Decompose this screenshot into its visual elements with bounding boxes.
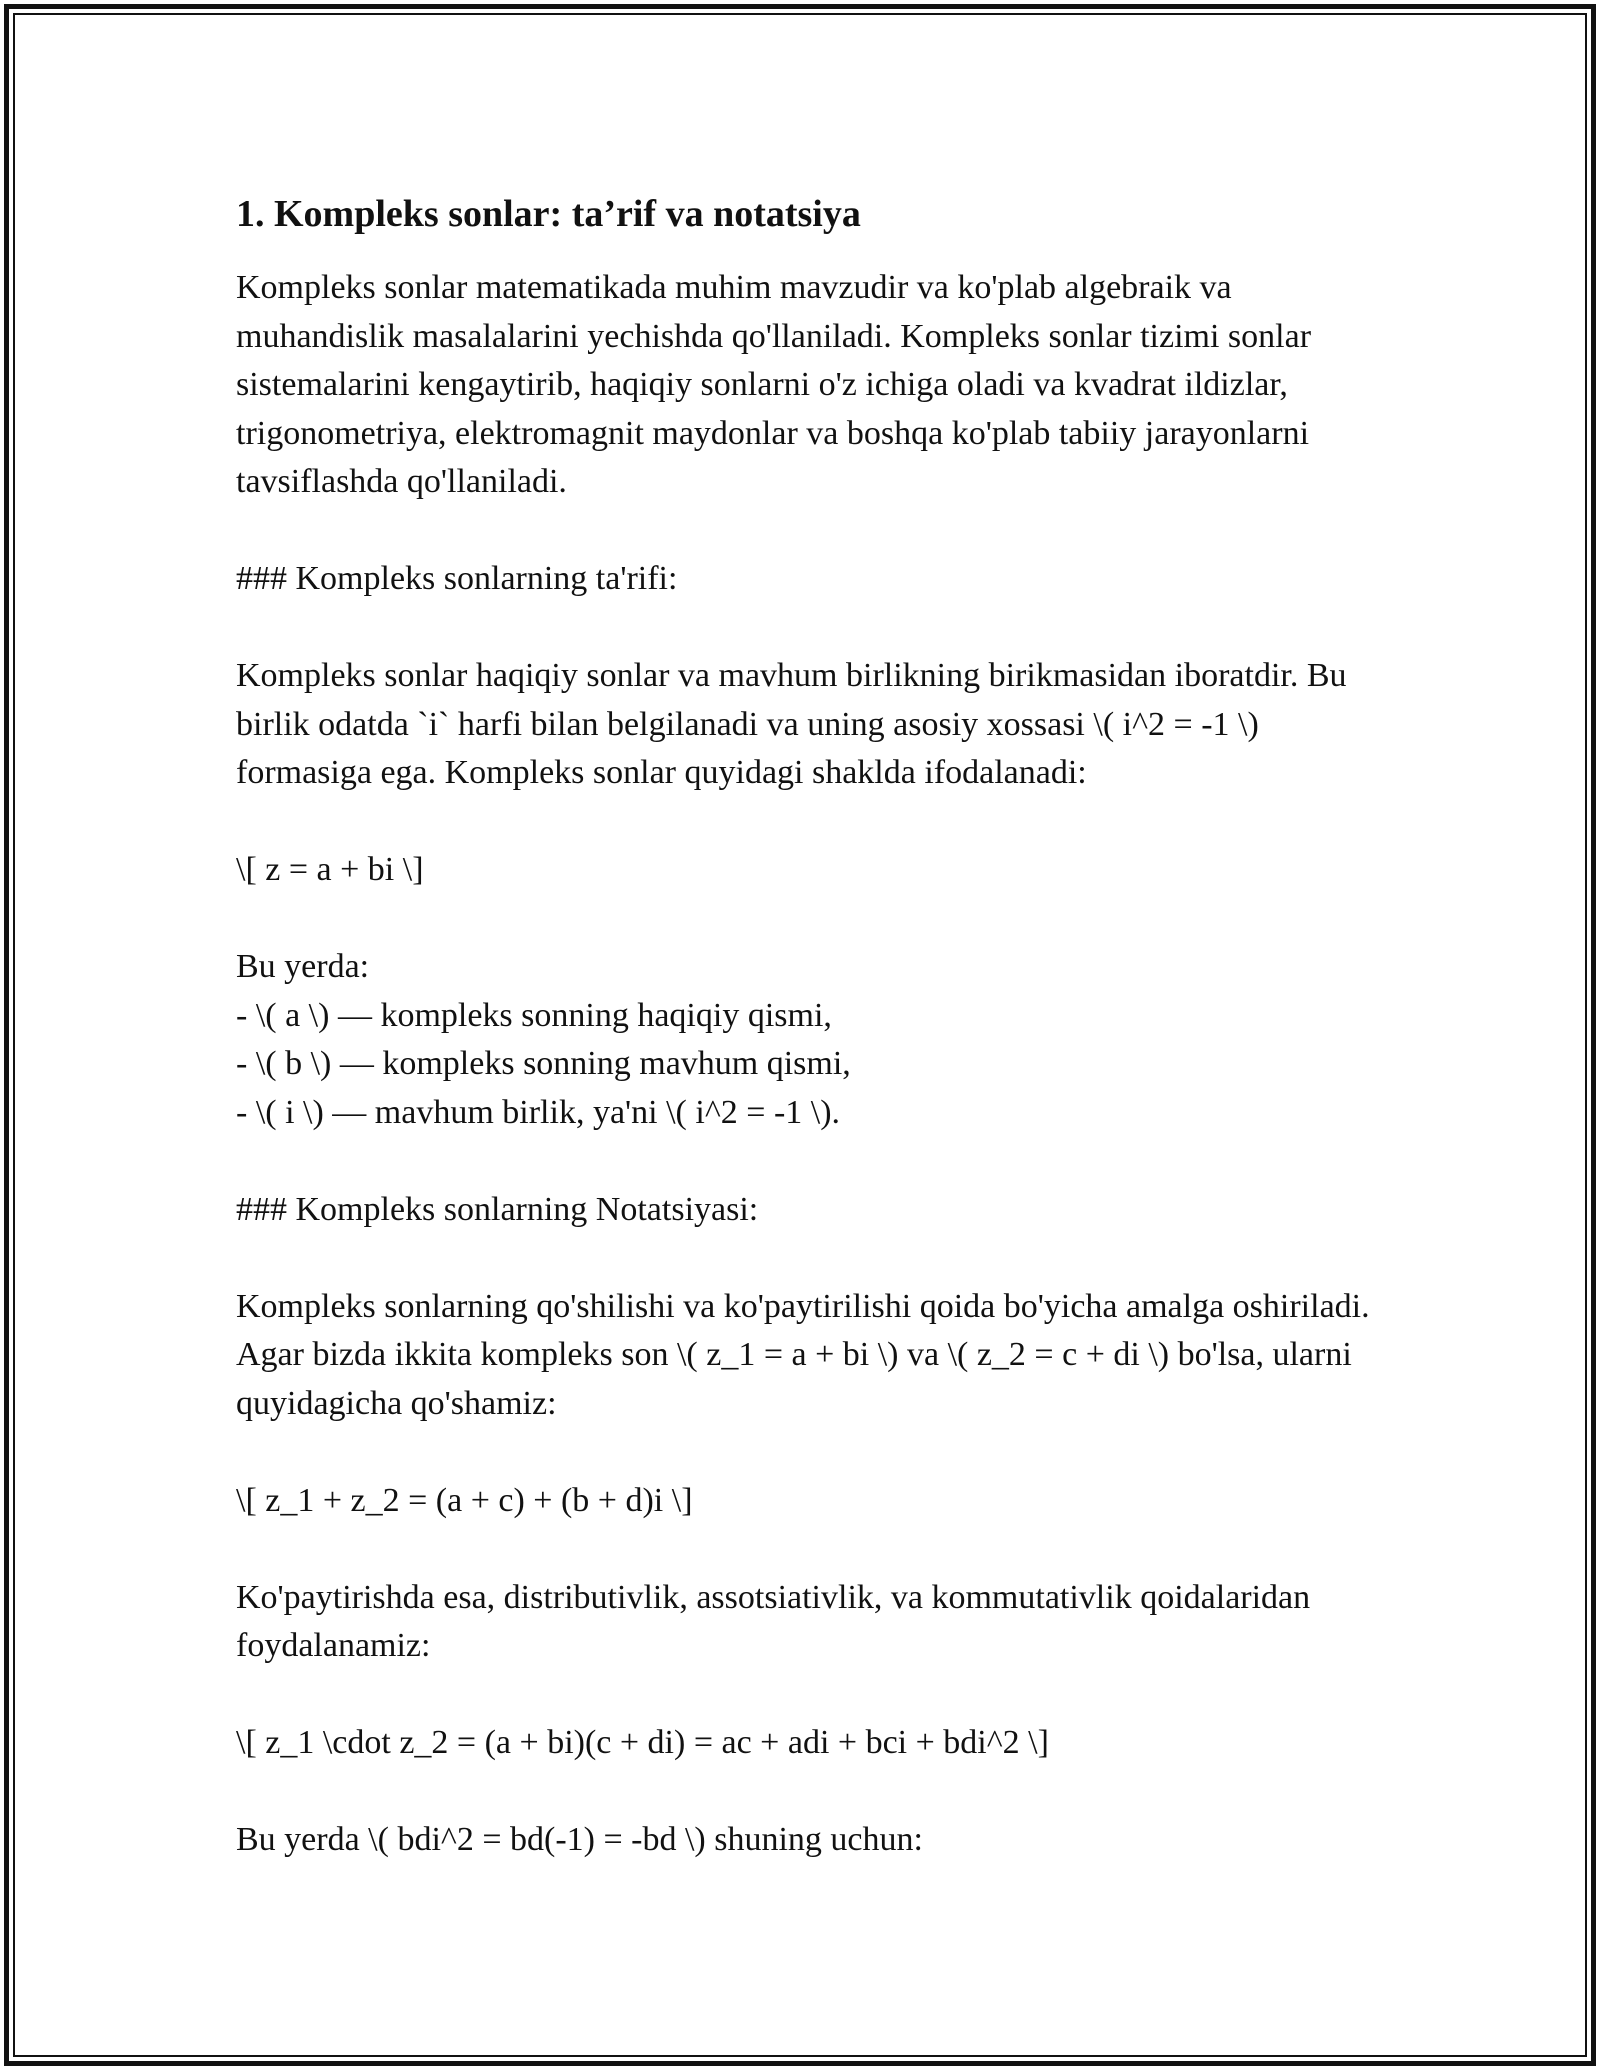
closing-paragraph: Bu yerda \( bdi^2 = bd(-1) = -bd \) shuning uchun: [236,1821,923,1858]
where-label: Bu yerda: [236,948,370,985]
formula-product: \[ z_1 \cdot z_2 = (a + bi)(c + di) = ac + adi + bci + bdi^2 \] [236,1724,1049,1761]
formula-z-equals-a-plus-bi: \[ z = a + bi \] [236,851,424,888]
list-item: - \( i \) — mavhum birlik, ya'ni \( i^2 = -1 \). [236,1093,841,1131]
where-list [236,992,1386,1138]
section-heading-notation: ### Kompleks sonlarning Notatsiyasi: [236,1190,759,1228]
document-body [236,186,1386,1913]
multiplication-paragraph: Ko'paytirishda esa, distributivlik, assotsiativlik, va kommutativlik qoidalaridan foydalanamiz: [236,1578,1311,1664]
definition-paragraph: Kompleks sonlar haqiqiy sonlar va mavhum birlikning birikmasidan iboratdir. Bu birlik odatda `i` harfi bilan belgilanadi va uning asosiy xossasi \( i^2 = -1 \) formasiga ega. Kompleks sonlar quyidagi shaklda ifodalanadi: [236,657,1347,791]
list-item: - \( b \) — kompleks sonning mavhum qismi, [236,1045,851,1082]
document-title: 1. Kompleks sonlar: ta’rif va notatsiya [236,193,861,235]
intro-paragraph: Kompleks sonlar matematikada muhim mavzudir va ko'plab algebraik va muhandislik masalalarini yechishda qo'llaniladi. Kompleks sonlar tizimi sonlar sistemalarini kengaytirib, haqiqiy sonlarni o'z ichiga oladi va kvadrat ildizlar, trigonometriya, elektromagnit maydonlar va boshqa ko'plab tabiiy jarayonlarni tavsiflashda qo'llaniladi. [236,269,1312,500]
section-heading-definition: ### Kompleks sonlarning ta'rifi: [236,560,678,597]
notation-paragraph: Kompleks sonlarning qo'shilishi va ko'paytirilishi qoida bo'yicha amalga oshiriladi. Agar bizda ikkita kompleks son \( z_1 = a + bi \) va \( z_2 = c + di \) bo'lsa, ularni quyidagicha qo'shamiz: [236,1287,1370,1422]
formula-sum: \[ z_1 + z_2 = (a + c) + (b + d)i \] [236,1481,693,1519]
list-item: - \( a \) — kompleks sonning haqiqiy qismi, [236,996,832,1034]
